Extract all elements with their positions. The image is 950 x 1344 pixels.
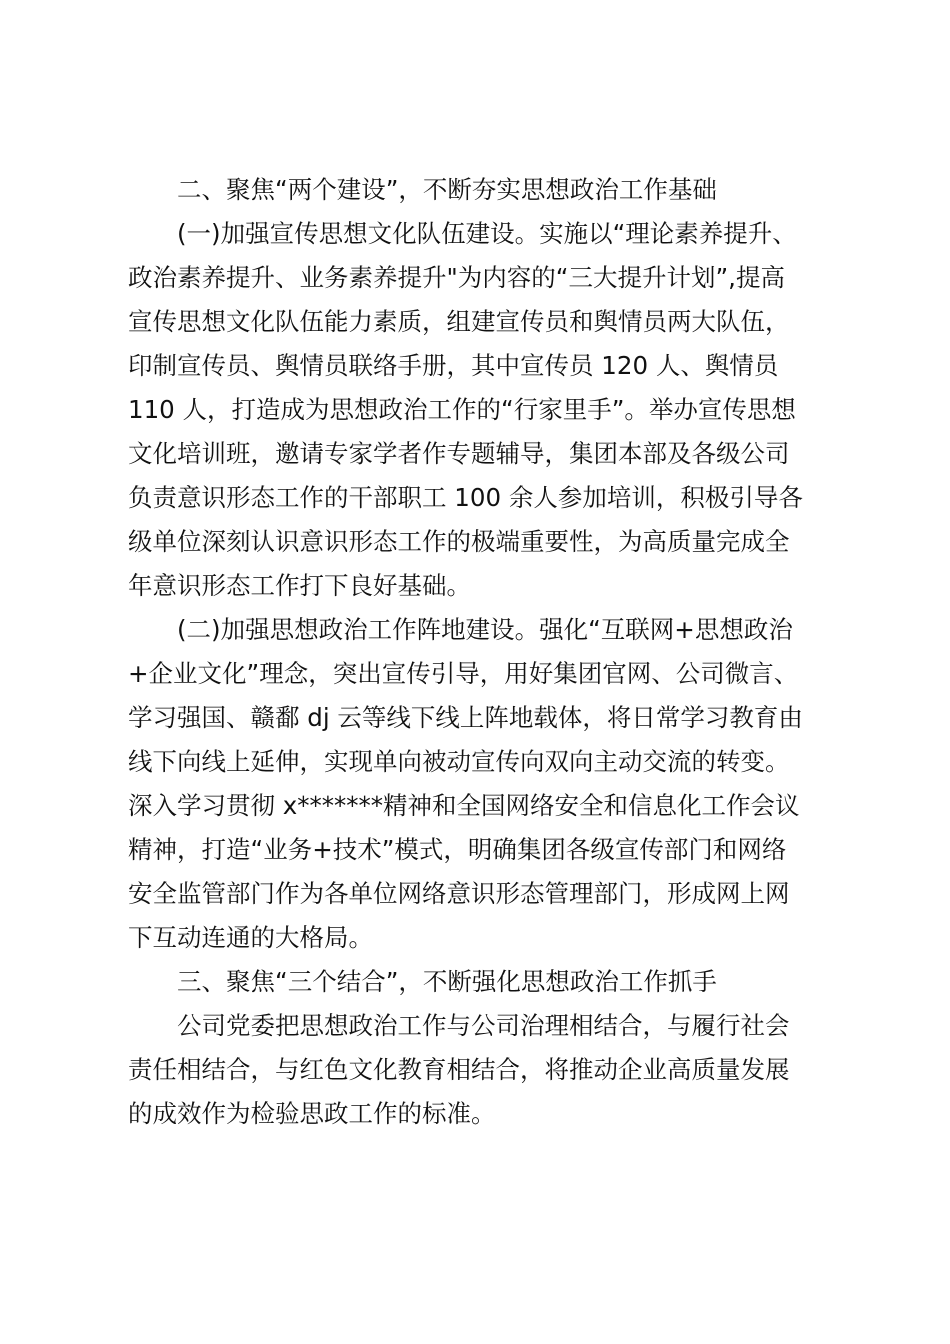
text-line: 学习强国、赣鄱 dj 云等线下线上阵地载体，将日常学习教育由 — [128, 703, 803, 732]
text-line: 安全监管部门作为各单位网络意识形态管理部门，形成网上网 — [128, 879, 790, 908]
text-line: 宣传思想文化队伍能力素质，组建宣传员和舆情员两大队伍， — [128, 307, 790, 336]
text-line: 三、聚焦“三个结合”，不断强化思想政治工作抓手 — [177, 967, 717, 996]
text-line: 负责意识形态工作的干部职工 100 余人参加培训，积极引导各 — [128, 483, 803, 512]
text-line: (二)加强思想政治工作阵地建设。强化“互联网+思想政治 — [177, 615, 793, 644]
text-line: 下互动连通的大格局。 — [128, 923, 373, 952]
text-line: +企业文化”理念，突出宣传引导，用好集团官网、公司微言、 — [128, 659, 799, 688]
text-line: 印制宣传员、舆情员联络手册，其中宣传员 120 人、舆情员 — [128, 351, 779, 380]
text-line: 文化培训班，邀请专家学者作专题辅导，集团本部及各级公司 — [128, 439, 790, 468]
text-line: 二、聚焦“两个建设”，不断夯实思想政治工作基础 — [177, 175, 717, 204]
text-line: 线下向线上延伸，实现单向被动宣传向双向主动交流的转变。 — [128, 747, 790, 776]
text-line: 政治素养提升、业务素养提升"为内容的“三大提升计划”,提高 — [128, 263, 785, 292]
text-line: 责任相结合，与红色文化教育相结合，将推动企业高质量发展 — [128, 1055, 790, 1084]
document-body — [128, 168, 828, 1136]
text-line: 公司党委把思想政治工作与公司治理相结合，与履行社会 — [177, 1011, 790, 1040]
text-line: 年意识形态工作打下良好基础。 — [128, 571, 471, 600]
text-line: 精神，打造“业务+技术”模式，明确集团各级宣传部门和网络 — [128, 835, 787, 864]
text-line: 110 人，打造成为思想政治工作的“行家里手”。举办宣传思想 — [128, 395, 796, 424]
text-line: 深入学习贯彻 x*******精神和全国网络安全和信息化工作会议 — [128, 791, 800, 820]
text-line: 级单位深刻认识意识形态工作的极端重要性，为高质量完成全 — [128, 527, 790, 556]
text-line: 的成效作为检验思政工作的标准。 — [128, 1099, 496, 1128]
text-line: (一)加强宣传思想文化队伍建设。实施以“理论素养提升、 — [177, 219, 797, 248]
